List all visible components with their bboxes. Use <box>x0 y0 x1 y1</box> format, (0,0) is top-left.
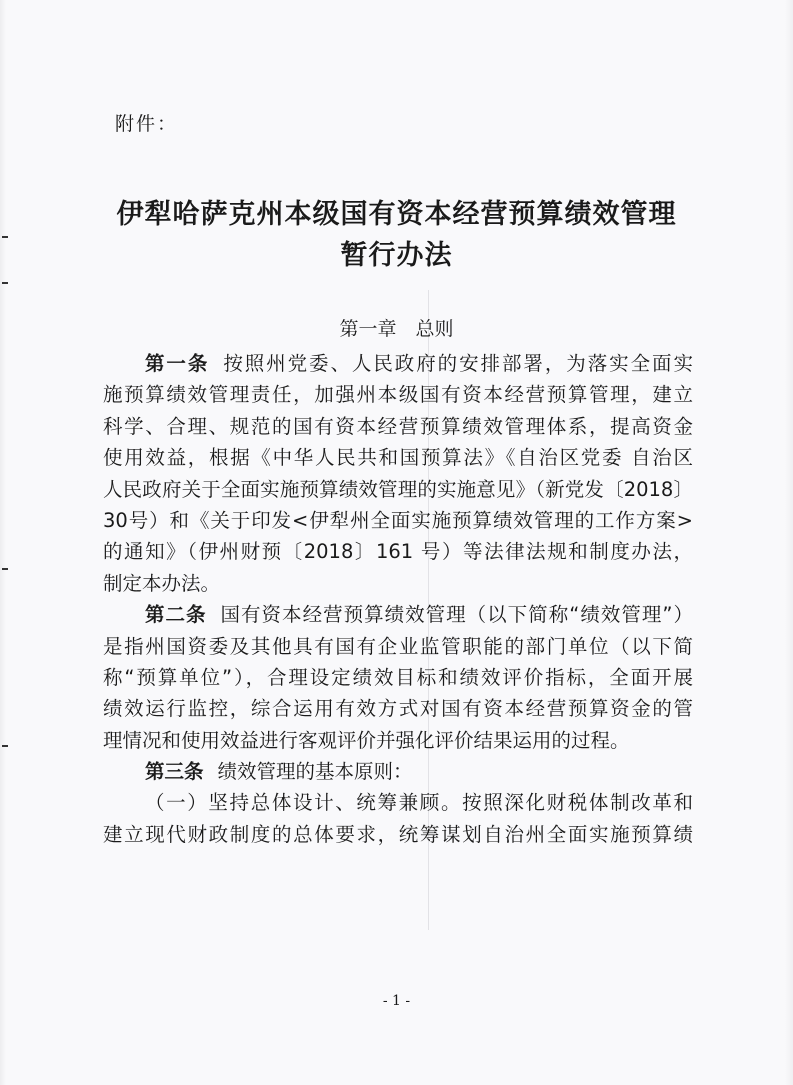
article-1-label: 第一条 <box>145 352 210 375</box>
article-2-label: 第二条 <box>145 603 207 627</box>
article-1-line: 人民政府关于全面实施预算绩效管理的实施意见》（新党发〔2018〕 <box>103 477 693 501</box>
article-2-line: 理情况和使用效益进行客观评价并强化评价结果运用的过程。 <box>103 728 630 752</box>
principle-1-line: 建立现代财政制度的总体要求，统筹谋划自治州全面实施预算绩 <box>103 822 693 846</box>
article-1-line: 制定本办法。 <box>103 571 221 595</box>
article-1-line: 的通知》（伊州财预〔2018〕161 号）等法律法规和制度办法， <box>103 540 693 564</box>
article-2-line: 是指州国资委及其他具有国有企业监管职能的部门单位（以下简 <box>103 634 693 658</box>
article-1-line: 科学、合理、规范的国有资本经营预算绩效管理体系，提高资金 <box>103 414 693 438</box>
article-3-label: 第三条 <box>145 760 204 784</box>
document-body <box>103 348 693 850</box>
principle-1-line: （一）坚持总体设计、统筹兼顾。按照深化财税体制改革和 <box>145 791 693 815</box>
scan-edge-mark <box>2 568 8 570</box>
document-title-line-2: 暂行办法 <box>340 240 453 271</box>
article-2-line <box>103 599 693 630</box>
article-1-line: 使用效益，根据《中华人民共和国预算法》《自治区党委 自治区 <box>103 446 693 470</box>
article-1-line: 施预算绩效管理责任，加强州本级国有资本经营预算管理，建立 <box>103 383 693 407</box>
scan-edge-mark <box>2 282 8 284</box>
scan-edge-mark <box>2 745 8 747</box>
article-1-line: 30号）和《关于印发<伊犁州全面实施预算绩效管理的工作方案> <box>103 508 693 532</box>
page-number: - 1 - <box>382 993 411 1009</box>
article-2-line: 绩效运行监控，综合运用有效方式对国有资本经营预算资金的管 <box>103 697 693 721</box>
article-3-line <box>103 756 693 787</box>
article-2-text: 国有资本经营预算绩效管理（以下简称“绩效管理”） <box>220 603 693 627</box>
article-1-text: 按照州党委、人民政府的安排部署，为落实全面实 <box>223 352 693 375</box>
document-title-line-1: 伊犁哈萨克州本级国有资本经营预算绩效管理 <box>116 199 677 230</box>
chapter-heading: 第一章 总则 <box>339 318 454 340</box>
article-2-line: 称“预算单位”），合理设定绩效目标和绩效评价指标，全面开展 <box>103 665 693 689</box>
article-3-text: 绩效管理的基本原则： <box>217 760 413 784</box>
article-1-line <box>103 348 693 379</box>
attachment-label: 附件： <box>115 113 179 135</box>
